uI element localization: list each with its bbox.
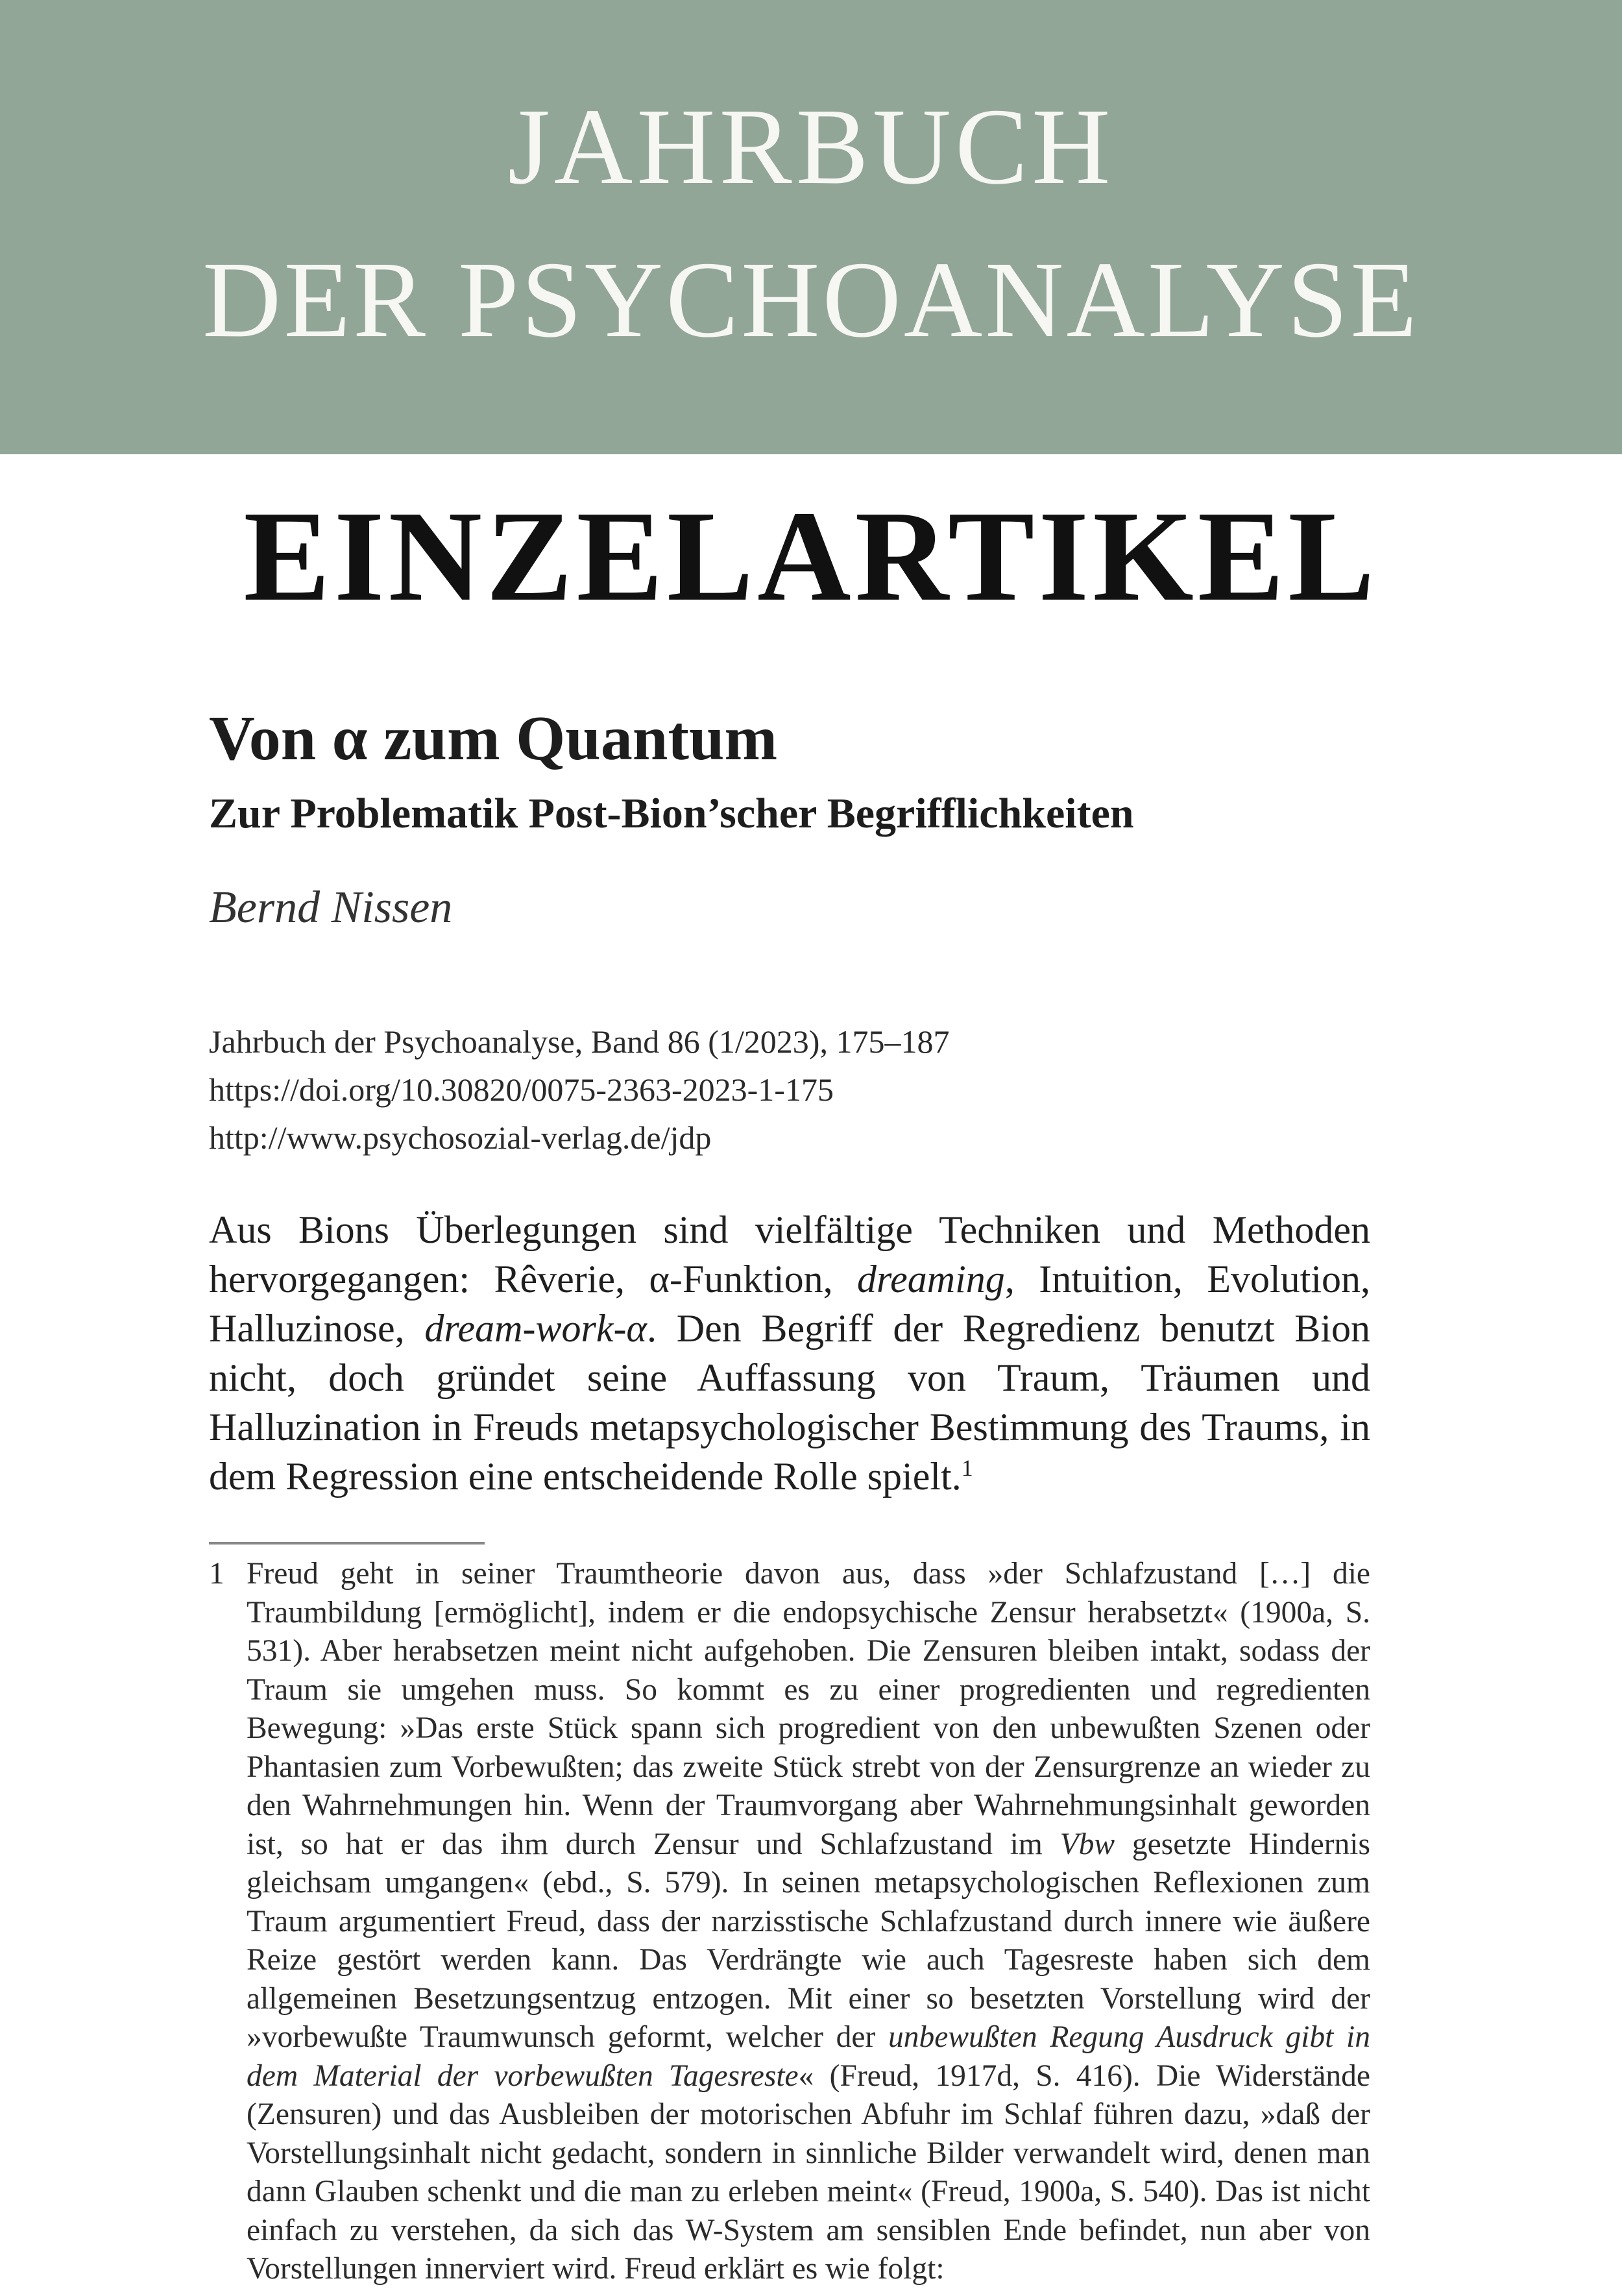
abstract-italic-dreaming: dreaming — [857, 1258, 1005, 1301]
abstract-text-3: . Den Begriff der Regredienz benutzt Bion nicht, doch gründet seine Auffassung von Traum, Träumen und Halluzination in Freuds metapsychologischer Bestimmung des Traums, in dem Regression eine entscheidende Rolle spielt. — [209, 1307, 1370, 1498]
footnote-text-2: gesetzte Hindernis gleichsam umgangen« (ebd., S. 579). In seinen metapsychologischen Reflexionen zum Traum argumentiert Freud, dass der narzisstische Schlafzustand durch innere wie äußere Reize gestört werden kann. Das Verdrängte wie auch Tagesreste haben sich dem allgemeinen Besetzungsentzug entzogen. Mit einer so besetzten Vorstellung wird der »vorbewußte Traumwunsch geformt, welcher der — [247, 1827, 1370, 2054]
section-label: EINZELARTIKEL — [243, 485, 1379, 628]
journal-banner — [0, 0, 1622, 454]
journal-title-line-2: DER PSYCHOANALYSE — [202, 239, 1420, 360]
citation-text: Jahrbuch der Psychoanalyse, Band 86 (1/2023), 175–187 — [209, 1023, 950, 1060]
footnote-divider — [209, 1542, 485, 1545]
doi-link[interactable]: https://doi.org/10.30820/0075-2363-2023-1-175 — [209, 1071, 834, 1108]
footnote-text — [247, 1555, 1370, 2289]
footnote-text-3: « (Freud, 1917d, S. 416). Die Widerstände (Zensuren) und das Ausbleiben der motorischen Abfuhr im Schlaf führen dazu, »daß der Vorstellungsinhalt nicht gedacht, sondern in sinnliche Bilder verwandelt wird, denen man dann Glauben schenkt und die man zu erleben meint« (Freud, 1900a, S. 540). Das ist nicht einfach zu verstehen, da sich das W-System am sensiblen Ende befindet, nun aber von Vorstellungen innerviert wird. Freud erklärt es wie folgt: — [247, 2058, 1370, 2286]
article-subtitle: Zur Problematik Post-Bion’scher Begrifflichkeiten — [209, 790, 1134, 837]
footnote-italic-vbw: Vbw — [1059, 1827, 1115, 1861]
footnote-reference[interactable]: 1 — [961, 1455, 973, 1481]
article-title: Von α zum Quantum — [209, 703, 778, 774]
abstract-paragraph — [209, 1205, 1370, 1501]
citation-block — [209, 1018, 1370, 1162]
abstract-text-1: Aus Bions Überlegungen sind vielfältige Techniken und Methoden hervorgegangen: Rêverie, α-Funktion, — [209, 1208, 1370, 1301]
journal-title-line-1: JAHRBUCH — [507, 86, 1115, 207]
footnote — [209, 1555, 1370, 2289]
journal-url-link[interactable]: http://www.psychosozial-verlag.de/jdp — [209, 1119, 712, 1156]
abstract-text-2: , Intuition, Evolution, Halluzinose, — [209, 1258, 1370, 1350]
abstract-italic-dream-work: dream-work-α — [424, 1307, 647, 1350]
article-author: Bernd Nissen — [209, 883, 453, 933]
footnote-number: 1 — [209, 1557, 224, 1591]
footnote-italic-quote: unbewußten Regung Ausdruck gibt in dem Material der vorbewußten Tagesreste — [247, 2020, 1370, 2093]
footnote-text-1: Freud geht in seiner Traumtheorie davon aus, dass »der Schlafzustand […] die Traumbildung [ermöglicht], indem er die endopsychische Zensur herabsetzt« (1900a, S. 531). Aber herabsetzen meint nicht aufgehoben. Die Zensuren bleiben intakt, sodass der Traum sie umgehen muss. So kommt es zu einer progredienten und regredienten Bewegung: »Das erste Stück spann sich progredient von den unbewußten Szenen oder Phantasien zum Vorbewußten; das zweite Stück strebt von der Zensurgrenze an wieder zu den Wahrnehmungen hin. Wenn der Traumvorgang aber Wahrnehmungsinhalt geworden ist, so hat er das ihm durch Zensur und Schlafzustand im — [247, 1557, 1370, 1861]
